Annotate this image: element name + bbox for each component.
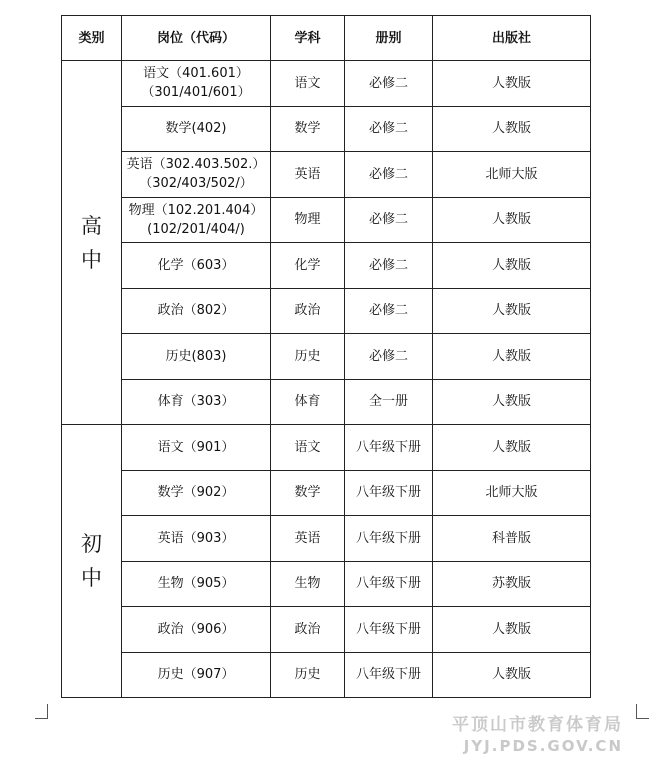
header-publisher: 出版社 xyxy=(433,16,591,61)
table-row xyxy=(62,243,591,289)
position-cell: 政治（802） xyxy=(122,288,271,334)
table-row xyxy=(62,516,591,562)
publisher-cell: 人教版 xyxy=(433,197,591,243)
subject-cell: 英语 xyxy=(271,516,345,562)
table-body xyxy=(62,61,591,698)
table-row xyxy=(62,425,591,471)
position-cell: 历史(803) xyxy=(122,334,271,380)
volume-cell: 必修二 xyxy=(345,152,433,198)
header-category: 类别 xyxy=(62,16,122,61)
position-cell: 英语（302.403.502.） （302/403/502/） xyxy=(122,152,271,198)
position-cell: 数学（902） xyxy=(122,470,271,516)
publisher-cell: 人教版 xyxy=(433,652,591,698)
subject-cell: 英语 xyxy=(271,152,345,198)
publisher-cell: 北师大版 xyxy=(433,152,591,198)
publisher-cell: 人教版 xyxy=(433,106,591,152)
publisher-cell: 人教版 xyxy=(433,61,591,107)
table-row xyxy=(62,379,591,425)
subject-cell: 体育 xyxy=(271,379,345,425)
subject-cell: 数学 xyxy=(271,106,345,152)
subject-cell: 数学 xyxy=(271,470,345,516)
volume-cell: 八年级下册 xyxy=(345,652,433,698)
publisher-cell: 人教版 xyxy=(433,425,591,471)
volume-cell: 必修二 xyxy=(345,106,433,152)
position-cell: 物理（102.201.404） (102/201/404/) xyxy=(122,197,271,243)
volume-cell: 必修二 xyxy=(345,61,433,107)
category-cell xyxy=(62,61,122,425)
publisher-cell: 北师大版 xyxy=(433,470,591,516)
table-row xyxy=(62,470,591,516)
table-row xyxy=(62,607,591,653)
volume-cell: 八年级下册 xyxy=(345,607,433,653)
category-label: 高中 xyxy=(81,213,102,272)
table-row xyxy=(62,106,591,152)
publisher-cell: 人教版 xyxy=(433,607,591,653)
volume-cell: 八年级下册 xyxy=(345,516,433,562)
page-corner-mark-left xyxy=(35,704,48,719)
publisher-cell: 人教版 xyxy=(433,379,591,425)
table-row xyxy=(62,561,591,607)
position-cell: 生物（905） xyxy=(122,561,271,607)
watermark xyxy=(452,714,623,756)
volume-cell: 八年级下册 xyxy=(345,425,433,471)
subject-cell: 化学 xyxy=(271,243,345,289)
subject-cell: 政治 xyxy=(271,288,345,334)
volume-cell: 必修二 xyxy=(345,288,433,334)
position-cell: 化学（603） xyxy=(122,243,271,289)
position-cell: 语文（901） xyxy=(122,425,271,471)
position-cell: 英语（903） xyxy=(122,516,271,562)
header-position: 岗位（代码） xyxy=(122,16,271,61)
publisher-cell: 苏教版 xyxy=(433,561,591,607)
position-cell: 政治（906） xyxy=(122,607,271,653)
publisher-cell: 人教版 xyxy=(433,288,591,334)
category-cell xyxy=(62,425,122,698)
subject-cell: 生物 xyxy=(271,561,345,607)
position-cell: 历史（907） xyxy=(122,652,271,698)
category-label: 初中 xyxy=(81,532,102,590)
watermark-url: JYJ.PDS.GOV.CN xyxy=(463,737,623,755)
table-row xyxy=(62,152,591,198)
header-subject: 学科 xyxy=(271,16,345,61)
publisher-cell: 人教版 xyxy=(433,243,591,289)
header-volume: 册别 xyxy=(345,16,433,61)
publisher-cell: 人教版 xyxy=(433,334,591,380)
page-corner-mark-right xyxy=(636,704,649,719)
publisher-cell: 科普版 xyxy=(433,516,591,562)
subject-cell: 历史 xyxy=(271,652,345,698)
volume-cell: 必修二 xyxy=(345,197,433,243)
table-row xyxy=(62,334,591,380)
table-row xyxy=(62,197,591,243)
volume-cell: 八年级下册 xyxy=(345,561,433,607)
textbook-table xyxy=(61,15,591,698)
table-header-row xyxy=(62,16,591,61)
position-cell: 语文（401.601） （301/401/601） xyxy=(122,61,271,107)
volume-cell: 必修二 xyxy=(345,334,433,380)
subject-cell: 政治 xyxy=(271,607,345,653)
watermark-name: 平顶山市教育体育局 xyxy=(452,715,623,735)
table-row xyxy=(62,61,591,107)
position-cell: 数学(402) xyxy=(122,106,271,152)
subject-cell: 语文 xyxy=(271,425,345,471)
volume-cell: 必修二 xyxy=(345,243,433,289)
subject-cell: 语文 xyxy=(271,61,345,107)
position-cell: 体育（303） xyxy=(122,379,271,425)
table-row xyxy=(62,652,591,698)
subject-cell: 物理 xyxy=(271,197,345,243)
subject-cell: 历史 xyxy=(271,334,345,380)
volume-cell: 全一册 xyxy=(345,379,433,425)
table-row xyxy=(62,288,591,334)
volume-cell: 八年级下册 xyxy=(345,470,433,516)
